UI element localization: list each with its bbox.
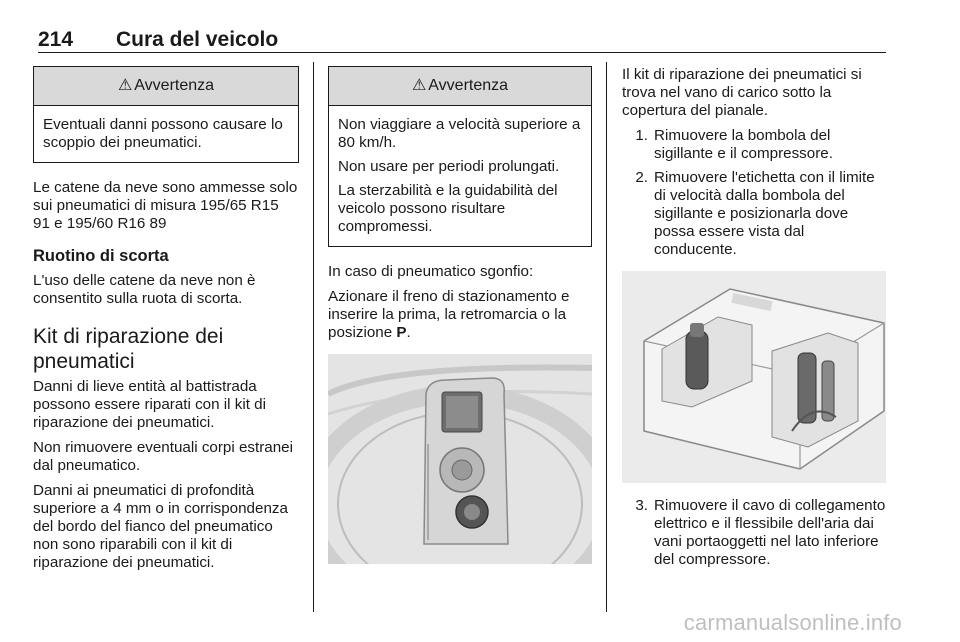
warning-box [328,66,592,247]
warning-body [329,106,591,246]
column-left [33,66,299,579]
column-divider [606,62,607,612]
step-item [622,169,886,259]
page-header [38,26,886,53]
step-item [622,127,886,163]
paragraph-chains: Le catene da neve sono ammesse solo sui pneumatici di misura 195/65 R15 91 e 195/60 R16 89 [33,179,298,232]
step-number: 1. [635,127,648,144]
column-right [622,66,886,575]
warning-title: Avvertenza [428,77,509,94]
paragraph-kit-3: Danni ai pneumatici di profondità superiore a 4 mm o in corrispondenza del bordo del fianco del pneumatico non sono riparabili con il kit di riparazione dei pneumatici. [33,482,288,571]
warning-line: Non viaggiare a velocità superiore a 80 km/h. [338,116,581,151]
column-divider [313,62,314,612]
step-text: Rimuovere la bombola del sigillante e il compressore. [654,127,833,162]
step-text: Rimuovere il cavo di collegamento elettrico e il flessibile dell'aria dai vani portaoggetti nel lato inferiore del compressore. [654,497,886,568]
step-number: 3. [635,497,648,514]
column-middle [328,66,592,564]
paragraph-kit-location: Il kit di riparazione dei pneumatici si trova nel vano di carico sotto la copertura del pianale. [622,66,862,119]
step-number: 2. [635,169,648,186]
warning-triangle-icon: ⚠ [411,77,427,94]
heading-repair-kit: Kit di riparazione dei pneumatici [33,325,224,373]
paragraph-brake: Azionare il freno di stazionamento e inserire la prima, la retromarcia o la posizione P. [328,288,570,341]
gear-p: P [396,324,407,341]
warning-box [33,66,299,163]
heading-spare-wheel: Ruotino di scorta [33,247,169,265]
illustration-repair-kit [622,271,886,483]
warning-header [34,67,298,106]
warning-line: Non usare per periodi prolungati. [338,158,560,175]
warning-triangle-icon: ⚠ [117,77,133,94]
page-number: 214 [38,28,74,51]
warning-header [329,67,591,106]
warning-line: La sterzabilità e la guidabilità del veicolo possono risultare compromessi. [338,182,558,235]
watermark: carmanualsonline.info [683,610,902,635]
warning-text: Eventuali danni possono causare lo scoppio dei pneumatici. [43,116,283,151]
page-title: Cura del veicolo [116,28,279,51]
paragraph-spare: L'uso delle catene da neve non è consentito sulla ruota di scorta. [33,272,256,307]
paragraph-flat-tyre: In caso di pneumatico sgonfio: [328,263,534,280]
step-item [622,497,886,569]
illustration-spare-wheel-well [328,354,592,564]
warning-title: Avvertenza [134,77,215,94]
paragraph-kit-2: Non rimuovere eventuali corpi estranei dal pneumatico. [33,439,294,474]
paragraph-kit-1: Danni di lieve entità al battistrada possono essere riparati con il kit di riparazione dei pneumatici. [33,378,266,431]
warning-body [34,106,298,162]
step-text: Rimuovere l'etichetta con il limite di velocità dalla bombola del sigillante e posizionarla dove possa essere vista dal conducente. [654,169,875,258]
